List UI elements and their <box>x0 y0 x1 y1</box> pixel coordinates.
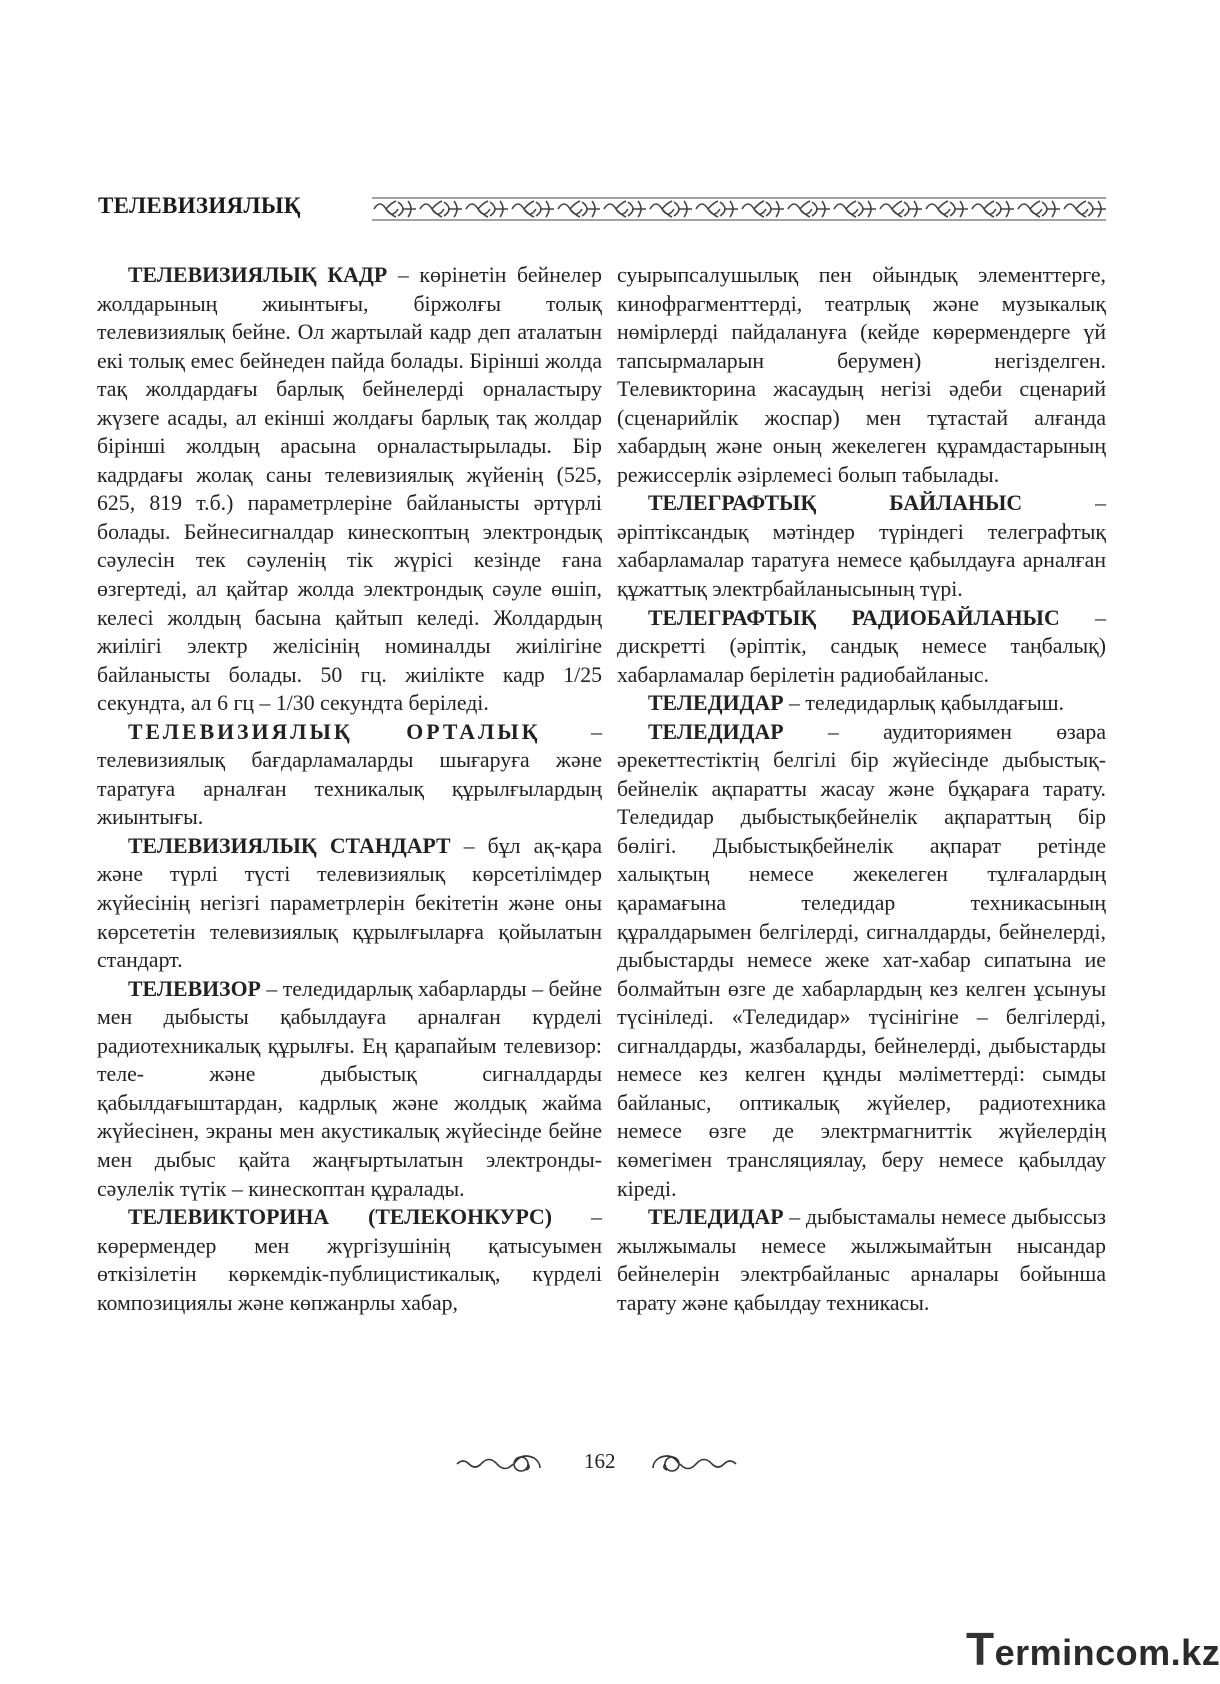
entry-term: ТЕЛЕВИЗИЯЛЫҚ КАДР <box>128 263 388 287</box>
entry-term: ТЕЛЕВИЗИЯЛЫҚ ОРТАЛЫҚ <box>128 719 541 744</box>
ornament-motif <box>972 201 1014 217</box>
entry-continuation <box>617 261 1106 489</box>
entry-term: ТЕЛЕВИКТОРИНА (ТЕЛЕКОНКУРС) <box>128 1205 553 1230</box>
entry-teledidar-3 <box>617 1203 1106 1317</box>
entry-term: ТЕЛЕГРАФТЫҚ РАДИОБАЙЛАНЫС <box>648 605 1060 630</box>
ornament-motif <box>1064 201 1106 217</box>
ornament-motif <box>374 201 416 217</box>
entry-televiziyalyq-kadr <box>97 261 602 718</box>
entry-definition: – теледидарлық қабылдағыш. <box>783 691 1064 716</box>
entry-definition: – дискретті (әріптік, сандық немесе таңбалық) хабарламалар берілетін радиобайланыс. <box>617 605 1106 687</box>
footer-ornament-right-icon <box>650 1451 738 1477</box>
entry-term: ТЕЛЕДИДАР <box>648 719 784 744</box>
ornament-motif <box>650 201 692 217</box>
entry-definition: суырыпсалушылық пен ойындық элементтерге, кинофрагменттерді, театрлық және музыкалық нөмірлерді пайдалануға (кейде көрермендерге үй тапсырмаларын берумен) негізделген. Телевикторина жасаудың негізі әдеби сценарий (сценарийлік жоспар) мен тұтастай алғанда хабардың және оның жекелеген құрамдастарының режиссерлік әзірлемесі болып табылады. <box>617 263 1106 487</box>
entry-definition: – аудиториямен өзара әрекеттестіктің белгілі бір жүйесінде дыбыстық-бейнелік ақпаратты жасау және бұқараға тарату. Теледидар дыбыстықбейнелік ақпараттың бір бөлігі. Дыбыстықбейнелік ақпарат ретінде халықтың немесе жекелеген тұлғалардың қарамағына теледидар техникасының құралдарымен белгілерді, сигналдарды, бейнелерді, дыбыстарды немесе жеке хат-хабар сипатына ие болмайтын өзге де хабарлардың кез келген ұсынуы түсініледі. «Теледидар» түсінігіне – белгілерді, сигналдарды, жазбаларды, бейнелерді, дыбыстарды немесе кез келген құнды мәліметтерді: сымды байланыс, оптикалық жүйелер, радиотехника немесе өзге де электрмагниттік жүйелердің көмегімен трансляциялау, беру немесе қабылдау кіреді. <box>617 719 1106 1201</box>
entry-definition: – әріптіксандық мәтіндер түріндегі телеграфтық хабарламалар таратуға немесе қабылдауға арналған құжаттық электрбайланысының түрі. <box>617 491 1106 602</box>
ornament-motif <box>420 201 462 217</box>
entry-term: ТЕЛЕДИДАР <box>648 1205 784 1230</box>
page-number: 162 <box>584 1449 616 1473</box>
entry-televiktorina <box>97 1203 602 1317</box>
ornament-motif <box>926 201 968 217</box>
watermark-logo <box>966 1622 1220 1676</box>
left-column <box>97 261 602 1317</box>
ornament-motif <box>834 201 876 217</box>
decorative-border-icon <box>372 196 1106 222</box>
entry-telegraftyq-baylanys <box>617 489 1106 603</box>
ornament-motif <box>466 201 508 217</box>
entry-definition: – бұл ақ-қара және түрлі түсті телевизиялық көрсетілімдер жүйесінің негізгі параметрлерін бекітетін және оны көрсететін телевизиялық құрылғыларға қойылатын стандарт. <box>97 833 602 973</box>
right-column <box>617 261 1106 1317</box>
watermark-text: ermincom.kz <box>994 1632 1220 1673</box>
entry-telegraftyq-radiobaylanys <box>617 604 1106 690</box>
entry-definition: – көрінетін бейнелер жолдарының жиынтығы, біржолғы толық телевизиялық бейне. Ол жартылай кадр деп аталатын екі толық емес бейнеден пайда болады. Бірінші жолда тақ жолдардағы барлық бейнелерді орналастыру жүзеге асады, ал екінші жолдағы барлық тақ жолдар бірінші жолдың арасына орналастырылады. Бір кадрдағы жолақ саны телевизиялық жүйенің (525, 625, 819 т.б.) параметрлеріне байланысты әртүрлі болады. Бейнесигналдар кинескоптың электрондық сәулесін тек сәуленің тік жүрісі кезінде ғана өзгертеді, ал қайтар жолда электрондық сәуле өшіп, келесі жолдың басына қайтып келеді. Жолдардың жиілігі электр желісінің номиналды жиілігіне байланысты болады. 50 гц. жиілікте кадр 1/25 секундта, ал 6 гц – 1/30 секундта беріледі. <box>97 263 602 716</box>
ornament-motif <box>558 201 600 217</box>
entry-teledidar-2 <box>617 718 1106 1203</box>
entry-televiziyalyq-ortalyq <box>97 718 602 832</box>
entry-definition: – көрермендер мен жүргізушінің қатысуымен өткізілетін көркемдік-публицистикалық, күрделі композициялы және көпжанрлы хабар, <box>97 1205 602 1315</box>
entry-televiziyalyq-standart <box>97 832 602 975</box>
entry-definition: – теледидарлық хабарларды – бейне мен дыбысты қабылдауға арналған күрделі радиотехникалық құрылғы. Ең қарапайым телевизор: теле- және дыбыстық сигналдарды қабылдағыштардан, кадрлық және жолдық жайма жүйесінен, экраны мен акустикалық жүйесінде бейне мен дыбыс қайта жаңғыртылатын электронды-сәулелік түтік – кинескоптан құралады. <box>97 976 602 1201</box>
entry-definition: – дыбыстамалы немесе дыбыссыз жылжымалы немесе жылжымайтын нысандар бейнелерін электрбайланыс арналары бойынша тарату және қабылдау техникасы. <box>617 1205 1106 1315</box>
watermark-initial: T <box>966 1623 995 1675</box>
ornament-motif <box>788 201 830 217</box>
entry-term: ТЕЛЕГРАФТЫҚ БАЙЛАНЫС <box>648 491 1023 516</box>
entry-teledidar-1 <box>617 689 1106 718</box>
entry-televizor <box>97 975 602 1203</box>
entry-definition: – телевизиялық бағдарламаларды шығаруға және таратуға арналған техникалық құрылғылардың жиынтығы. <box>97 719 602 830</box>
entry-term: ТЕЛЕДИДАР <box>648 691 784 716</box>
ornament-motif <box>696 201 738 217</box>
running-title: ТЕЛЕВИЗИЯЛЫҚ <box>98 193 301 218</box>
entry-term: ТЕЛЕВИЗИЯЛЫҚ СТАНДАРТ <box>128 833 451 858</box>
ornament-motif <box>742 201 784 217</box>
ornament-motif <box>1018 201 1060 217</box>
ornament-motif <box>880 201 922 217</box>
ornament-motif <box>604 201 646 217</box>
footer-ornament-left-icon <box>455 1451 543 1477</box>
entry-term: ТЕЛЕВИЗОР <box>128 976 261 1001</box>
ornament-motif <box>512 201 554 217</box>
